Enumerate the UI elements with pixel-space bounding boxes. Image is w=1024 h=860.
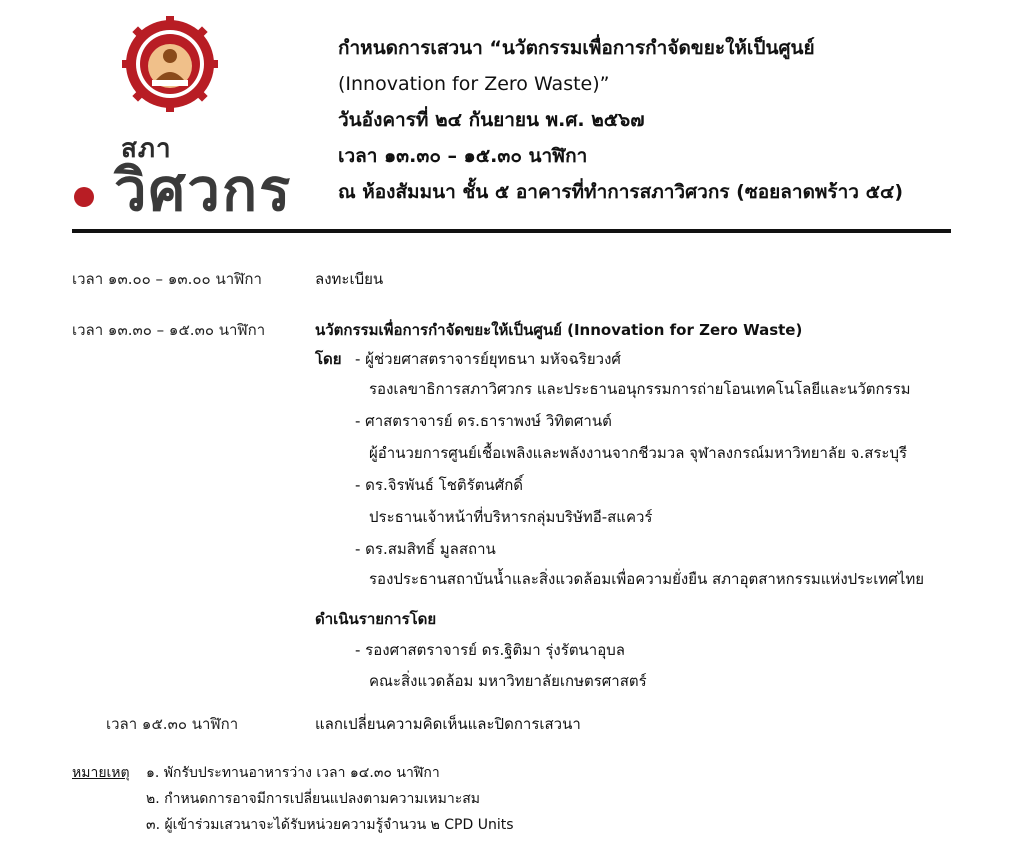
header-subtitle: (Innovation for Zero Waste)” (338, 73, 610, 95)
agenda-time: เวลา ๑๕.๓๐ นาฬิกา (106, 715, 239, 733)
header-divider (72, 229, 951, 233)
speaker-role: รองประธานสถาบันน้ำและสิ่งแวดล้อมเพื่อความยั่งยืน สภาอุตสาหกรรมแห่งประเทศไทย (369, 570, 925, 588)
header-title: กำหนดการเสวนา “นวัตกรรมเพื่อการกำจัดขยะให้เป็นศูนย์ (338, 37, 815, 59)
speaker-name: - ดร.สมสิทธิ์ มูลสถาน (355, 540, 496, 558)
header-venue: ณ ห้องสัมมนา ชั้น ๕ อาคารที่ทำการสภาวิศวกร (ซอยลาดพร้าว ๕๔) (338, 181, 904, 203)
speaker-name: - ดร.จิรพันธ์ โชติรัตนศักดิ์ (355, 476, 524, 494)
wordmark-big: วิศวกร (114, 156, 293, 224)
speaker-name: - ผู้ช่วยศาสตราจารย์ยุทธนา มหัจฉริยวงศ์ (355, 350, 621, 368)
speakers-label: โดย (315, 350, 342, 368)
agenda-time: เวลา ๑๓.๐๐ – ๑๓.๐๐ นาฬิกา (72, 270, 262, 288)
moderator-label: ดำเนินรายการโดย (315, 610, 437, 628)
wordmark-small: สภา (121, 134, 172, 164)
agenda-title: แลกเปลี่ยนความคิดเห็นและปิดการเสวนา (315, 715, 581, 733)
speaker-name: - ศาสตราจารย์ ดร.ธาราพงษ์ วิทิตศานต์ (355, 412, 612, 430)
speaker-role: ผู้อำนวยการศูนย์เชื้อเพลิงและพลังงานจากชีวมวล จุฬาลงกรณ์มหาวิทยาลัย จ.สระบุรี (369, 444, 908, 462)
agenda-title: นวัตกรรมเพื่อการกำจัดขยะให้เป็นศูนย์ (Innovation for Zero Waste) (315, 321, 803, 339)
council-seal-logo (122, 16, 218, 112)
speaker-role: รองเลขาธิการสภาวิศวกร และประธานอนุกรรมการถ่ายโอนเทคโนโลยีและนวัตกรรม (369, 380, 911, 398)
header-time: เวลา ๑๓.๓๐ – ๑๕.๓๐ นาฬิกา (338, 145, 588, 167)
brand-dot-icon (74, 187, 94, 207)
moderator-role: คณะสิ่งแวดล้อม มหาวิทยาลัยเกษตรศาสตร์ (369, 672, 647, 690)
document-header (338, 30, 1018, 210)
notes-label: หมายเหตุ (72, 765, 130, 781)
note-item: ๒. กำหนดการอาจมีการเปลี่ยนแปลงตามความเหมาะสม (146, 791, 481, 807)
speaker-role: ประธานเจ้าหน้าที่บริหารกลุ่มบริษัทอี-สแควร์ (369, 508, 653, 526)
moderator-name: - รองศาสตราจารย์ ดร.ฐิติมา รุ่งรัตนาอุบล (355, 641, 625, 659)
note-item: ๓. ผู้เข้าร่วมเสวนาจะได้รับหน่วยความรู้จำนวน ๒ CPD Units (146, 817, 514, 833)
header-date: วันอังคารที่ ๒๔ กันยายน พ.ศ. ๒๕๖๗ (338, 109, 645, 131)
note-item: ๑. พักรับประทานอาหารว่าง เวลา ๑๔.๓๐ นาฬิกา (146, 765, 440, 781)
agenda-title: ลงทะเบียน (315, 270, 384, 288)
agenda-time: เวลา ๑๓.๓๐ – ๑๕.๓๐ นาฬิกา (72, 321, 266, 339)
